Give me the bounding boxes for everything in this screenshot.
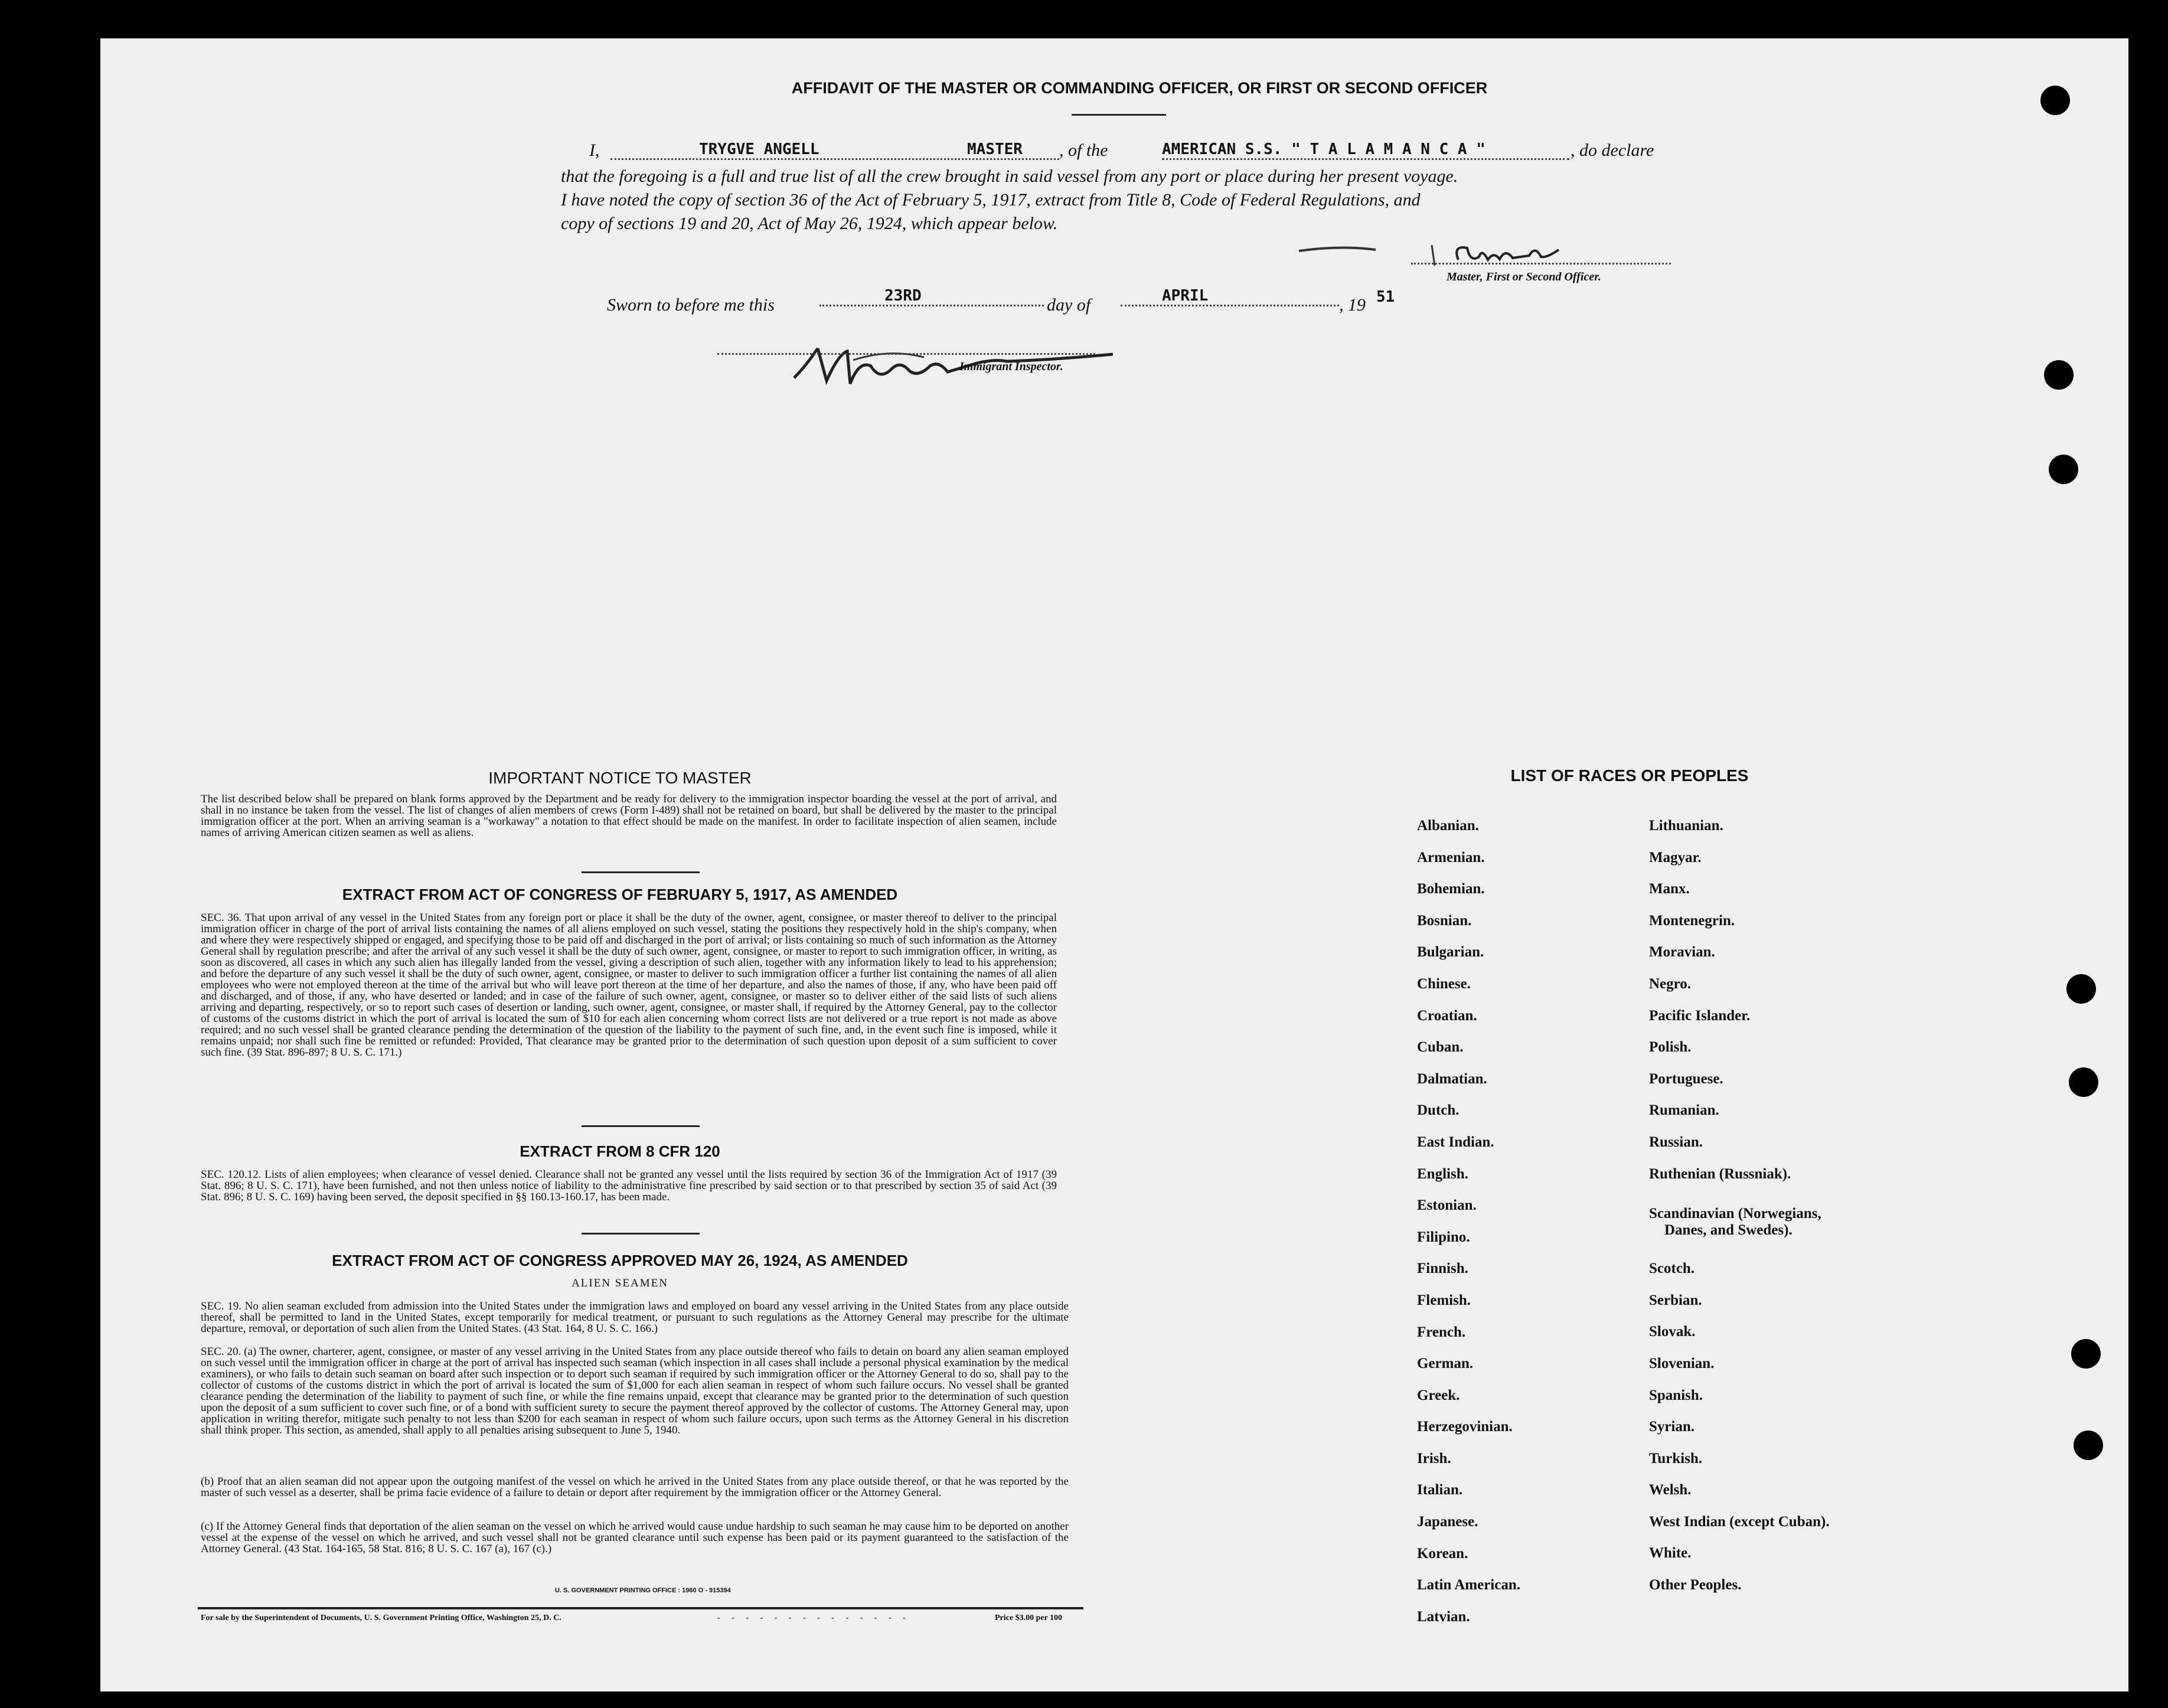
race-item: Negro.: [1649, 975, 1692, 992]
footer-dashes: - - - - - - - - - - - - - -: [717, 1614, 910, 1622]
vessel-name-field: AMERICAN S.S. " T A L A M A N C A ": [1162, 141, 1569, 160]
race-item: Scotch.: [1649, 1260, 1695, 1277]
race-item: Magyar.: [1649, 849, 1702, 866]
race-item: Slovenian.: [1649, 1355, 1715, 1371]
punch-hole: [2074, 1431, 2103, 1460]
race-item: Polish.: [1649, 1039, 1692, 1056]
master-caption: Master, First or Second Officer.: [1447, 270, 1601, 283]
race-item: Albanian.: [1417, 818, 1479, 834]
race-item: Greek.: [1417, 1387, 1460, 1403]
race-item: Chinese.: [1417, 975, 1471, 992]
sworn-prefix: Sworn to before me this: [607, 295, 775, 315]
race-item: Japanese.: [1417, 1514, 1478, 1530]
race-item: Manx.: [1649, 881, 1690, 897]
inspector-caption: Immigrant Inspector.: [959, 360, 1063, 373]
footer-price: Price $3.00 per 100: [995, 1614, 1063, 1622]
race-item: Slovak.: [1649, 1324, 1696, 1340]
sworn-day-field: 23RD: [819, 287, 1044, 306]
affidavit-line-4: copy of sections 19 and 20, Act of May 26, 1924, which appear below.: [561, 214, 1058, 233]
extract-1924-sec20b: (b) Proof that an alien seaman did not appear upon the outgoing manifest of the vessel on which he arrived in the United States from any place outside thereof, or that he was reported by the master of such vessel as a deserter, shall be prima facie evidence of a failure to detain or deport after requirement by the immigration officer or the Attorney General.: [201, 1475, 1069, 1499]
races-right-column: [1649, 818, 1956, 1609]
punch-hole: [2069, 1067, 2098, 1097]
race-item: Korean.: [1417, 1545, 1468, 1562]
race-item: Russian.: [1649, 1134, 1703, 1150]
race-item: Latvian.: [1417, 1608, 1470, 1625]
do-declare-text: , do declare: [1571, 141, 1654, 160]
race-item: Moravian.: [1649, 944, 1715, 961]
extract-1924-sec19: SEC. 19. No alien seaman excluded from admission into the United States under the immigration laws and employed on board any vessel arriving in the United States from any place outside thereof, shall be permitted to land in the United States, except temporarily for medical treatment, or pursuant to such regulations as the Attorney General may prescribe for the ultimate departure, removal, or deportation of such alien from the United States. (43 Stat. 164, 8 U. S. C. 166.): [201, 1300, 1069, 1335]
notice-heading: IMPORTANT NOTICE TO MASTER: [488, 769, 752, 787]
race-item: White.: [1649, 1545, 1692, 1562]
race-item: Estonian.: [1417, 1197, 1477, 1214]
race-item: Latin American.: [1417, 1577, 1520, 1593]
extract-1924-sec20c: (c) If the Attorney General finds that deportation of the alien seaman on the vessel on which he arrived would cause undue hardship to such seaman he may cause him to be deported on another vessel at the expense of the vessel on which he arrived, and such vessel shall not be granted clearance until such expense has been paid or its payment guaranteed to the satisfaction of the Attorney General. (43 Stat. 164-165, 58 Stat. 816; 8 U. S. C. 167 (a), 167 (c).): [201, 1520, 1069, 1555]
notice-text: The list described below shall be prepared on blank forms approved by the Department and be ready for delivery to the immigration inspector boarding the vessel at the port of arrival, and shall in no instance be taken from the vessel. The list of changes of alien members of crews (Form I-489) shall not be retained on board, but shall be delivered by the master to the principal immigration officer at the port. When an arriving seaman is a "workaway" a notation to that effect should be made on the manifest. In order to facilitate inspection of alien seamen, include names of arriving American citizen seamen as well as aliens.: [201, 793, 1057, 839]
race-item: Dutch.: [1417, 1102, 1460, 1119]
extract-1924-heading: EXTRACT FROM ACT OF CONGRESS APPROVED MAY 26, 1924, AS AMENDED: [332, 1252, 908, 1269]
race-item: Irish.: [1417, 1450, 1451, 1467]
race-item: Cuban.: [1417, 1039, 1464, 1056]
sworn-year-field: 51: [1376, 288, 1395, 306]
race-item: Rumanian.: [1649, 1102, 1719, 1119]
extract-1917-heading: EXTRACT FROM ACT OF CONGRESS OF FEBRUARY 5, 1917, AS AMENDED: [342, 886, 898, 903]
affidavit-line-2: that the foregoing is a full and true list of all the crew brought in said vessel from any port or place during her present voyage.: [561, 166, 1458, 186]
punch-hole: [2044, 360, 2074, 390]
race-item: Spanish.: [1649, 1387, 1703, 1403]
race-item: German.: [1417, 1356, 1474, 1372]
affidavit-line-1: [589, 141, 1676, 164]
race-item: Ruthenian (Russniak).: [1649, 1165, 1791, 1182]
extract-8cfr-heading: EXTRACT FROM 8 CFR 120: [520, 1142, 720, 1160]
race-item: Bohemian.: [1417, 881, 1485, 897]
race-item: Italian.: [1417, 1482, 1463, 1498]
race-item: Armenian.: [1417, 849, 1485, 866]
race-item: Lithuanian.: [1649, 818, 1723, 834]
master-name-field: TRYGVE ANGELL: [610, 141, 1059, 160]
race-item: Syrian.: [1649, 1419, 1695, 1435]
race-item: Serbian.: [1649, 1292, 1702, 1308]
punch-hole: [2040, 86, 2070, 115]
race-item: Portuguese.: [1649, 1070, 1723, 1087]
rank-field: MASTER: [967, 141, 1023, 158]
race-item: Danes, and Swedes).: [1664, 1222, 1792, 1239]
punch-hole: [2071, 1339, 2101, 1369]
race-item: Flemish.: [1417, 1292, 1471, 1308]
race-item: West Indian (except Cuban).: [1649, 1513, 1830, 1530]
race-item: Scandinavian (Norwegians,: [1649, 1206, 1821, 1222]
race-item: Croatian.: [1417, 1007, 1477, 1024]
race-item: Dalmatian.: [1417, 1070, 1487, 1087]
race-item: Turkish.: [1649, 1450, 1703, 1467]
pronoun: I,: [589, 141, 600, 160]
affidavit-title: AFFIDAVIT OF THE MASTER OR COMMANDING OFFICER, OR FIRST OR SECOND OFFICER: [791, 79, 1488, 97]
punch-hole: [2049, 455, 2078, 484]
race-item: Bulgarian.: [1417, 944, 1484, 961]
of-the-text: , of the: [1059, 141, 1108, 160]
race-item: Bosnian.: [1417, 912, 1472, 929]
footer-sale-text: For sale by the Superintendent of Documents, U. S. Government Printing Office, Washington 25, D. C.: [201, 1614, 561, 1622]
race-item: Pacific Islander.: [1649, 1007, 1751, 1024]
extract-1924-sec20a: SEC. 20. (a) The owner, charterer, agent, consignee, or master of any vessel arriving in the United States from any place outside thereof who fails to detain on board any alien seaman employed on such vessel until the immigration officer in charge at the port of arrival has inspected such seaman (which inspection in all cases shall include a personal physical examination by the medical examiners), or who fails to detain such seaman on board after such inspection or to deport such seaman if required by such immigration officer or the Attorney General to do so, shall pay to the collector of customs of the customs district in which the port of arrival is located the sum of $1,000 for each alien seaman in respect of whom such failure occurs. No vessel shall be granted clearance pending the determination of the liability to payment of such fine, or while the fine remains unpaid, except that clearance may be granted prior to the determination of such question upon the deposit of a sum sufficient to cover such fine, or of a bond with sufficient surety to secure the payment thereof approved by the collector of customs. The Attorney General may, upon application in writing therefor, mitigate such penalty to not less than $200 for each seaman in respect of whom such failure occurs, upon such terms as the Attorney General in his discretion shall think proper. This section, as amended, shall apply to all penalties arising subsequent to June 5, 1940.: [201, 1346, 1069, 1436]
race-item: Montenegrin.: [1649, 912, 1735, 929]
extract-1917-text: SEC. 36. That upon arrival of any vessel in the United States from any foreign port or place it shall be the duty of the owner, agent, consignee, or master thereof to deliver to the principal immigration officer in charge of the port of arrival lists containing the names of all aliens employed on such vessel, stating the positions they respectively hold in the ship's company, when and where they were respectively shipped or engaged, and specifying those to be paid off and discharged in the port of arrival; or lists containing so much of such information as the Attorney General shall by regulation prescribe; and after the arrival of any such vessel it shall be the duty of such owner, agent, consignee, or master to report to such immigration officer, in writing, as soon as discovered, all cases in which any such alien has illegally landed from the vessel, giving a description of such alien, together with any information likely to lead to his apprehension; and before the departure of any such vessel it shall be the duty of such owner, agent, consignee, or master to deliver to such immigration officer a further list containing the names of all alien employees who were not employed thereon at the time of the arrival but who will leave port thereon at the time of her departure, and also the names of those, if any, who have been paid off and discharged, and of those, if any, who have deserted or landed; and in case of the failure of such owner, agent, consignee, or master so to deliver either of the said lists of such aliens arriving and departing, respectively, or so to report such cases of desertion or landing, such owner, agent, consignee, or master shall, if required by the Attorney General, pay to the collector of customs of the customs district in which the port of arrival is located the sum of $10 for each alien concerning whom correct lists are not delivered or a true report is not made as above required; and no such vessel shall be granted clearance pending the determination of the question of the liability to the payment of such fine, and, in the event such fine is imposed, while it remains unpaid; nor shall such fine be remitted or refunded: Provided, That clearance may be granted prior to the determination of such question upon deposit of a sum sufficient to cover such fine. (39 Stat. 896-897; 8 U. S. C. 171.): [201, 912, 1057, 1059]
master-signature-line: [1411, 263, 1671, 264]
affidavit-line-3: I have noted the copy of section 36 of the Act of February 5, 1917, extract from Title 8, Code of Federal Regulations, and: [561, 190, 1421, 210]
race-item: French.: [1417, 1324, 1466, 1340]
race-item: English.: [1417, 1165, 1468, 1182]
sworn-month-field: APRIL: [1121, 287, 1339, 306]
race-item: Herzegovinian.: [1417, 1419, 1513, 1435]
extract-8cfr-text: SEC. 120.12. Lists of alien employees; when clearance of vessel denied. Clearance shall not be granted any vessel until the lists required by section 36 of the Immigration Act of 1917 (39 Stat. 896; 8 U. S. C. 171), have been furnished, and not then unless notice of liability to the administrative fine prescribed by said section or to that prescribed by section 35 of said Act (39 Stat. 896; 8 U. S. C. 169) having been served, the deposit specified in §§ 160.13-160.17, has been made.: [201, 1168, 1057, 1203]
year-prefix: , 19: [1339, 295, 1366, 315]
races-left-column: [1417, 818, 1630, 1640]
printer-imprint: U. S. GOVERNMENT PRINTING OFFICE : 1960 O - 915394: [555, 1587, 731, 1594]
race-item: Finnish.: [1417, 1260, 1468, 1277]
race-item: Other Peoples.: [1649, 1577, 1742, 1593]
punch-hole: [2066, 974, 2096, 1004]
inspector-signature-line: [717, 353, 1095, 355]
races-heading: LIST OF RACES OR PEOPLES: [1510, 766, 1749, 785]
race-item: Welsh.: [1649, 1482, 1692, 1498]
day-of-text: day of: [1047, 295, 1091, 315]
race-item: Filipino.: [1417, 1229, 1470, 1245]
race-item: East Indian.: [1417, 1134, 1494, 1150]
sworn-line: [607, 287, 1434, 319]
alien-seamen-subheading: ALIEN SEAMEN: [572, 1277, 668, 1289]
